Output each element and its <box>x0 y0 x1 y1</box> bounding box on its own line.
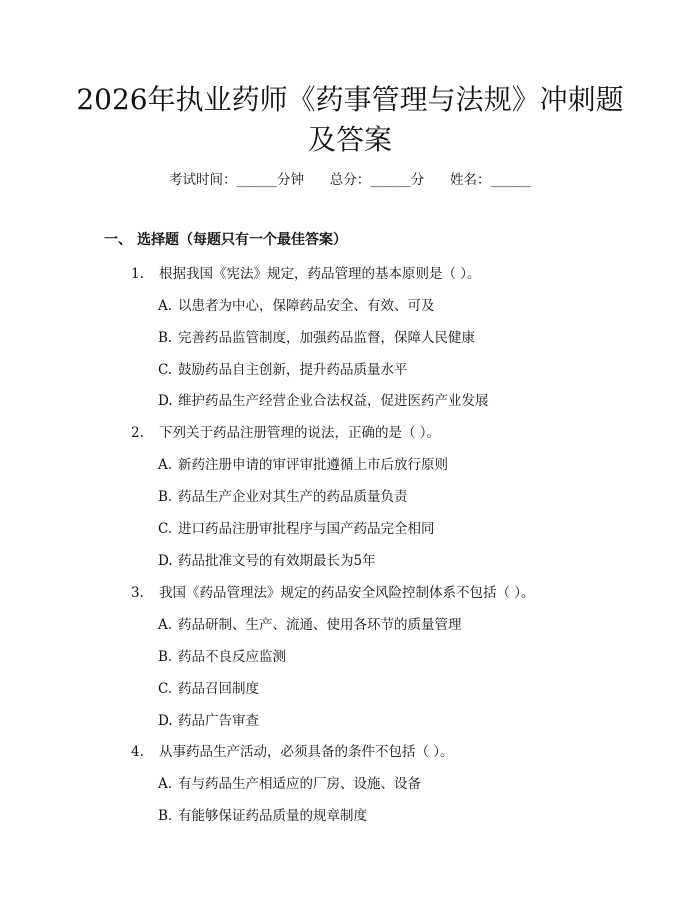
title-line-2: 及答案 <box>307 123 392 156</box>
question-text: 下列关于药品注册管理的说法，正确的是（ ）。 <box>159 425 441 441</box>
option-text: 药品广告审查 <box>178 713 259 729</box>
question-text: 根据我国《宪法》规定，药品管理的基本原则是（ ）。 <box>159 266 481 282</box>
option-label: D. <box>158 553 173 569</box>
option-label: B. <box>158 330 173 346</box>
question-1-option-d <box>158 389 489 409</box>
question-3-option-d <box>158 709 259 729</box>
question-1-option-b <box>158 326 475 346</box>
option-label: A. <box>158 776 173 792</box>
student-name: 姓名：______ <box>450 172 531 188</box>
option-label: C. <box>158 681 173 697</box>
option-text: 以患者为中心，保障药品安全、有效、可及 <box>178 298 435 314</box>
section-title: 选择题（每题只有一个最佳答案） <box>137 232 347 248</box>
question-number: 4. <box>131 744 144 760</box>
question-2-option-d <box>158 549 376 569</box>
question-3 <box>131 581 535 601</box>
option-label: D. <box>158 393 173 409</box>
option-label: A. <box>158 617 173 633</box>
option-label: B. <box>158 489 173 505</box>
option-label: A. <box>158 298 173 314</box>
document-title <box>70 80 630 160</box>
question-2 <box>131 421 440 441</box>
question-4-option-b <box>158 804 367 824</box>
question-2-option-b <box>158 485 408 505</box>
question-4-option-a <box>158 772 421 792</box>
option-text: 药品批准文号的有效期最长为5年 <box>178 553 376 569</box>
question-3-option-b <box>158 645 286 665</box>
question-number: 3. <box>131 585 144 601</box>
option-text: 药品研制、生产、流通、使用各环节的质量管理 <box>178 617 462 633</box>
option-text: 鼓励药品自主创新，提升药品质量水平 <box>178 362 408 378</box>
question-1 <box>131 262 481 282</box>
option-text: 药品不良反应监测 <box>178 649 286 665</box>
option-label: A. <box>158 457 173 473</box>
exam-time: 考试时间：______分钟 <box>169 172 304 188</box>
total-score: 总分：______分 <box>329 172 425 188</box>
option-label: B. <box>158 649 173 665</box>
option-label: C. <box>158 521 173 537</box>
option-text: 药品生产企业对其生产的药品质量负责 <box>178 489 408 505</box>
section-heading <box>104 229 347 249</box>
question-1-option-a <box>158 294 435 314</box>
option-label: B. <box>158 808 173 824</box>
option-text: 维护药品生产经营企业合法权益，促进医药产业发展 <box>178 393 489 409</box>
option-text: 有与药品生产相适应的厂房、设施、设备 <box>178 776 421 792</box>
exam-meta <box>0 168 700 188</box>
option-label: C. <box>158 362 173 378</box>
section-number: 一、 <box>104 232 132 248</box>
question-number: 2. <box>131 425 144 441</box>
question-number: 1. <box>131 266 144 282</box>
question-text: 从事药品生产活动，必须具备的条件不包括（ ）。 <box>159 744 454 760</box>
option-text: 进口药品注册审批程序与国产药品完全相同 <box>178 521 435 537</box>
option-text: 完善药品监管制度，加强药品监督，保障人民健康 <box>178 330 475 346</box>
option-text: 有能够保证药品质量的规章制度 <box>178 808 367 824</box>
question-4 <box>131 740 454 760</box>
question-2-option-c <box>158 517 435 537</box>
option-label: D. <box>158 713 173 729</box>
question-1-option-c <box>158 358 408 378</box>
question-text: 我国《药品管理法》规定的药品安全风险控制体系不包括（ ）。 <box>159 585 535 601</box>
option-text: 药品召回制度 <box>178 681 259 697</box>
question-2-option-a <box>158 453 448 473</box>
question-3-option-a <box>158 613 462 633</box>
title-line-1: 2026年执业药师《药事管理与法规》冲刺题 <box>76 83 624 116</box>
question-3-option-c <box>158 677 259 697</box>
option-text: 新药注册申请的审评审批遵循上市后放行原则 <box>178 457 448 473</box>
